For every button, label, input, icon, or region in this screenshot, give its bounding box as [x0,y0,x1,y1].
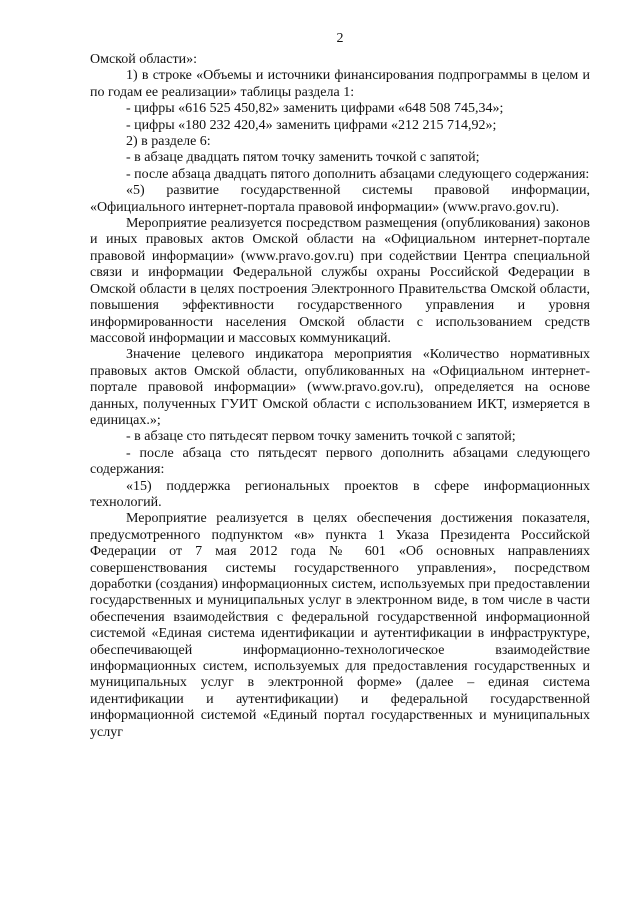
paragraph-figures-2: - цифры «180 232 420,4» заменить цифрами «212 215 714,92»; [126,117,497,133]
document-body [90,52,590,741]
paragraph-replace-25: - в абзаце двадцать пятом точку заменить точкой с запятой; [126,150,480,166]
paragraph-item-5: «5) развитие государственной системы правовой информации, «Официального интернет-портала правовой информации» (www.pravo.gov.ru). [90,183,590,215]
paragraph-continuation: Омской области»: [90,52,197,67]
paragraph-add-after-25: - после абзаца двадцать пятого дополнить абзацами следующего содержания: [126,166,590,182]
paragraph-indicator: Значение целевого индикатора мероприятия «Количество нормативных правовых актов Омской области, опубликованных на «Официальном интернет-портале правовой информации» (www.pravo.gov.ru), определяется на основе данных, полученных ГУИТ Омской области с использованием ИКТ, измеряется в единицах.»; [90,347,590,428]
paragraph-item-15: «15) поддержка региональных проектов в сфере информационных технологий. [90,478,590,510]
paragraph-add-after-151: - после абзаца сто пятьдесят первого дополнить абзацами следующего содержания: [90,445,590,478]
page-number: 2 [336,31,344,46]
document-page [90,30,590,741]
paragraph-item-2: 2) в разделе 6: [126,134,211,150]
paragraph-item-1: 1) в строке «Объемы и источники финансирования подпрограммы в целом и по годам ее реализации» таблицы раздела 1: [90,68,590,100]
paragraph-measure-1: Мероприятие реализуется посредством размещения (опубликования) законов и иных правовых актов Омской области на «Официальном интернет-портале правовой информации» (www.pravo.gov.ru) при содействии Центра специальной связи и информации Федеральной службы охраны Российской Федерации в Омской области в целях построения Электронного Правительства Омской области, повышения эффективности государственного управления и уровня информированности населения Омской области с использованием средств массовой информации и массовых коммуникаций. [90,216,590,346]
paragraph-figures-1: - цифры «616 525 450,82» заменить цифрами «648 508 745,34»; [126,101,504,117]
paragraph-measure-2: Мероприятие реализуется в целях обеспечения достижения показателя, предусмотренного подпунктом «в» пункта 1 Указа Президента Российской Федерации от 7 мая 2012 года № 601 «Об основных направлениях совершенствования системы государственного управления», посредством доработки (создания) информационных систем, используемых при предоставлении государственных и муниципальных услуг в электронном виде, в том числе в части обеспечения взаимодействия с федеральной государственной информационной системой «Единая система идентификации и аутентификации в инфраструктуре, обеспечивающей информационно-технологическое взаимодействие информационных систем, используемых для предоставления государственных и муниципальных услуг в электронной форме» (далее – единая система идентификации и аутентификации) и федеральной государственной информационной системой «Единый портал государственных и муниципальных услуг [90,511,590,740]
paragraph-replace-151: - в абзаце сто пятьдесят первом точку заменить точкой с запятой; [126,429,516,445]
